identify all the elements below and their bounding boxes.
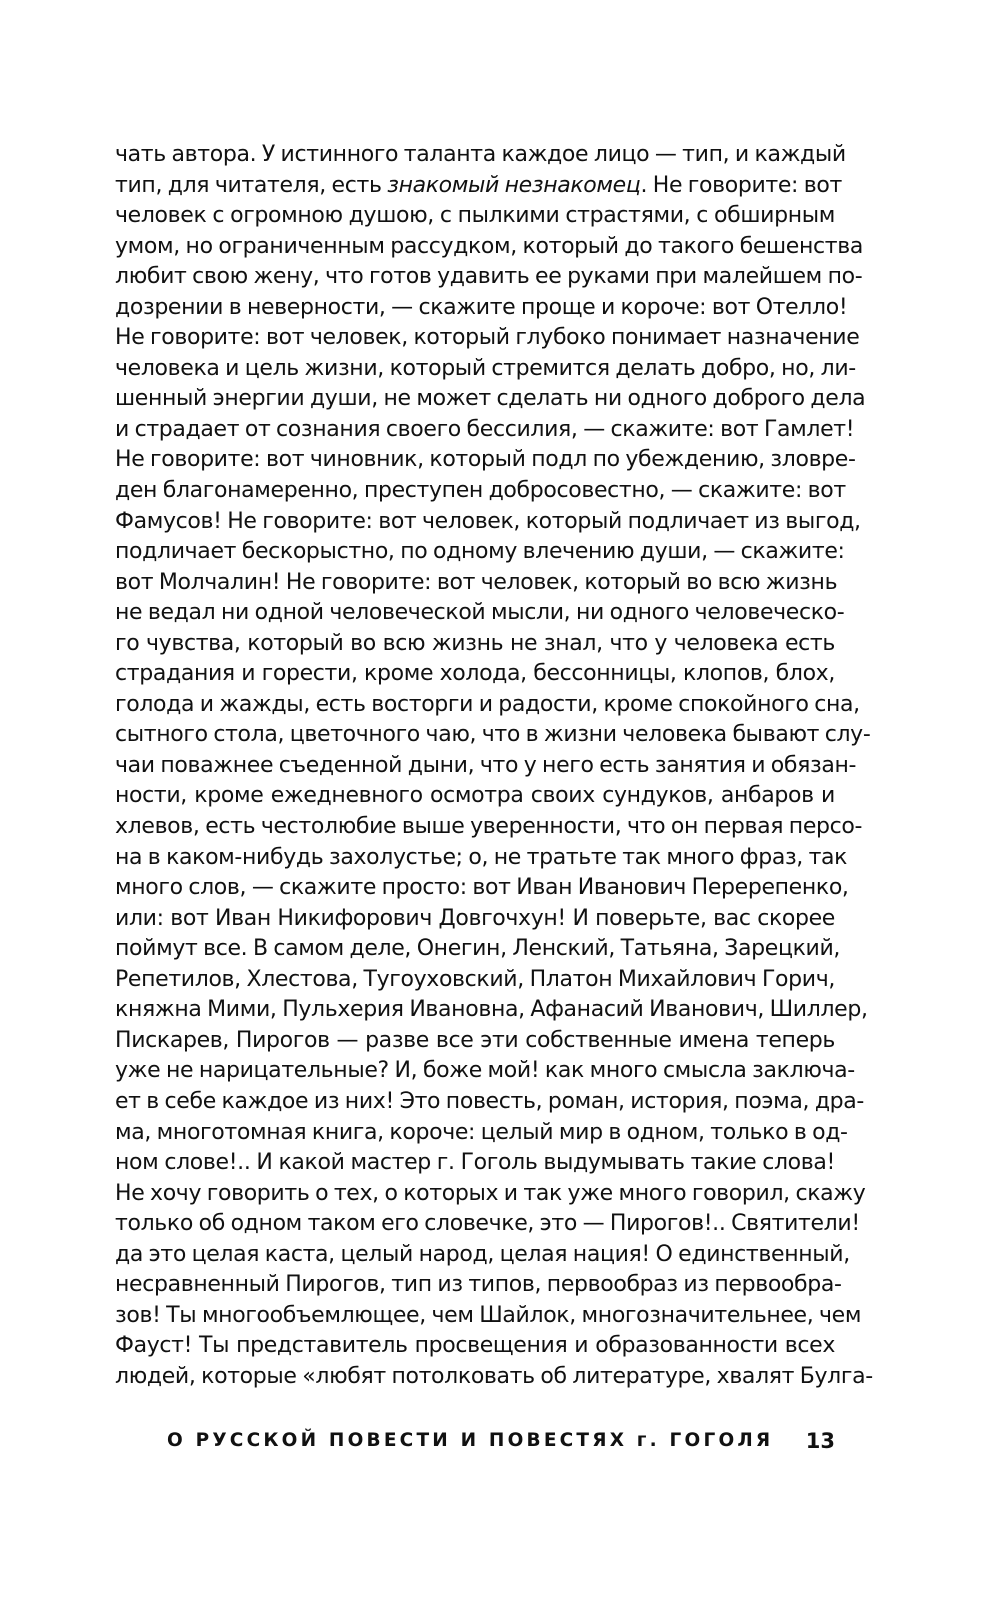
text-line: несравненный Пирогов, тип из типов, первообраз из первообра- [115,1272,842,1298]
text-line: ден благонамеренно, преступен добросовестно, — скажите: вот [115,478,846,504]
text-line: Не говорите: вот чиновник, который подл по убеждению, зловре- [115,447,856,473]
text-line: поймут все. В самом деле, Онегин, Ленский, Татьяна, Зарецкий, [115,936,841,962]
text-line: умом, но ограниченным рассудком, который до такого бешенства [115,233,863,259]
text-line: Фауст! Ты представитель просвещения и образованности всех [115,1333,835,1359]
text-segment: тип, для читателя, есть [115,172,388,198]
text-line: ма, многотомная книга, короче: целый мир в одном, только в од- [115,1119,848,1145]
text-line: го чувства, который во всю жизнь не знал, что у человека есть [115,630,835,656]
text-segment: . Не говорите: вот [640,172,842,198]
text-line: человека и цель жизни, который стремится делать добро, но, ли- [115,355,856,381]
text-line: подличает бескорыстно, по одному влечению души, — скажите: [115,539,845,565]
text-line: зов! Ты многообъемлющее, чем Шайлок, многозначительнее, чем [115,1302,862,1328]
text-line: любит свою жену, что готов удавить ее руками при малейшем по- [115,264,863,290]
page-number: 13 [805,1429,835,1453]
text-line: чать автора. У истинного таланта каждое лицо — тип, и каждый [115,142,846,167]
text-line [115,171,842,202]
text-line: и страдает от сознания своего бессилия, — скажите: вот Гамлет! [115,416,855,442]
text-line: Репетилов, Хлестова, Тугоуховский, Платон Михайлович Горич, [115,966,835,992]
page-footer [115,1424,835,1458]
text-line: княжна Мими, Пульхерия Ивановна, Афанасий Иванович, Шиллер, [115,997,868,1023]
text-line: уже не нарицательные? И, боже мой! как много смысла заключа- [115,1058,855,1084]
text-line: Не хочу говорить о тех, о которых и так уже много говорил, скажу [115,1180,866,1206]
text-line: хлевов, есть честолюбие выше уверенности, что он первая персо- [115,814,863,840]
italic-phrase: знакомый незнакомец [387,172,641,198]
text-line: ности, кроме ежедневного осмотра своих сундуков, анбаров и [115,783,835,809]
text-line: чаи поважнее съеденной дыни, что у него есть занятия и обязан- [115,752,857,778]
text-line: или: вот Иван Никифорович Довгочхун! И поверьте, вас скорее [115,905,835,931]
text-line: на в каком-нибудь захолустье; о, не тратьте так много фраз, так [115,844,848,870]
text-line: Пискарев, Пирогов — разве все эти собственные имена теперь [115,1027,835,1053]
text-line: много слов, — скажите просто: вот Иван Иванович Перерепенко, [115,875,849,901]
text-line: Фамусов! Не говорите: вот человек, который подличает из выгод, [115,508,861,534]
text-line: ном слове!.. И какой мастер г. Гоголь выдумывать такие слова! [115,1150,835,1176]
text-line: шенный энергии души, не может сделать ни одного доброго дела [115,386,866,412]
text-line: людей, которые «любят потолковать об литературе, хвалят Булга- [115,1363,873,1389]
text-line: дозрении в неверности, — скажите проще и короче: вот Отелло! [115,294,848,320]
text-line: Не говорите: вот человек, который глубоко понимает назначение [115,325,860,351]
text-line: вот Молчалин! Не говорите: вот человек, который во всю жизнь [115,569,838,595]
running-title: О РУССКОЙ ПОВЕСТИ И ПОВЕСТЯХ г. ГОГОЛЯ [167,1430,774,1451]
text-line: да это целая каста, целый народ, целая нация! О единственный, [115,1241,850,1267]
text-line: человек с огромною душою, с пылкими страстями, с обширным [115,203,835,229]
text-line: ет в себе каждое из них! Это повесть, роман, история, поэма, дра- [115,1088,865,1114]
text-line: страдания и горести, кроме холода, бессонницы, клопов, блох, [115,661,835,687]
body-text [115,140,873,1392]
text-line: не ведал ни одной человеческой мысли, ни одного человеческо- [115,600,845,626]
text-line: только об одном таком его словечке, это — Пирогов!.. Святители! [115,1211,860,1237]
text-line: сытного стола, цветочного чаю, что в жизни человека бывают слу- [115,722,871,748]
text-line: голода и жажды, есть восторги и радости, кроме спокойного сна, [115,691,860,717]
